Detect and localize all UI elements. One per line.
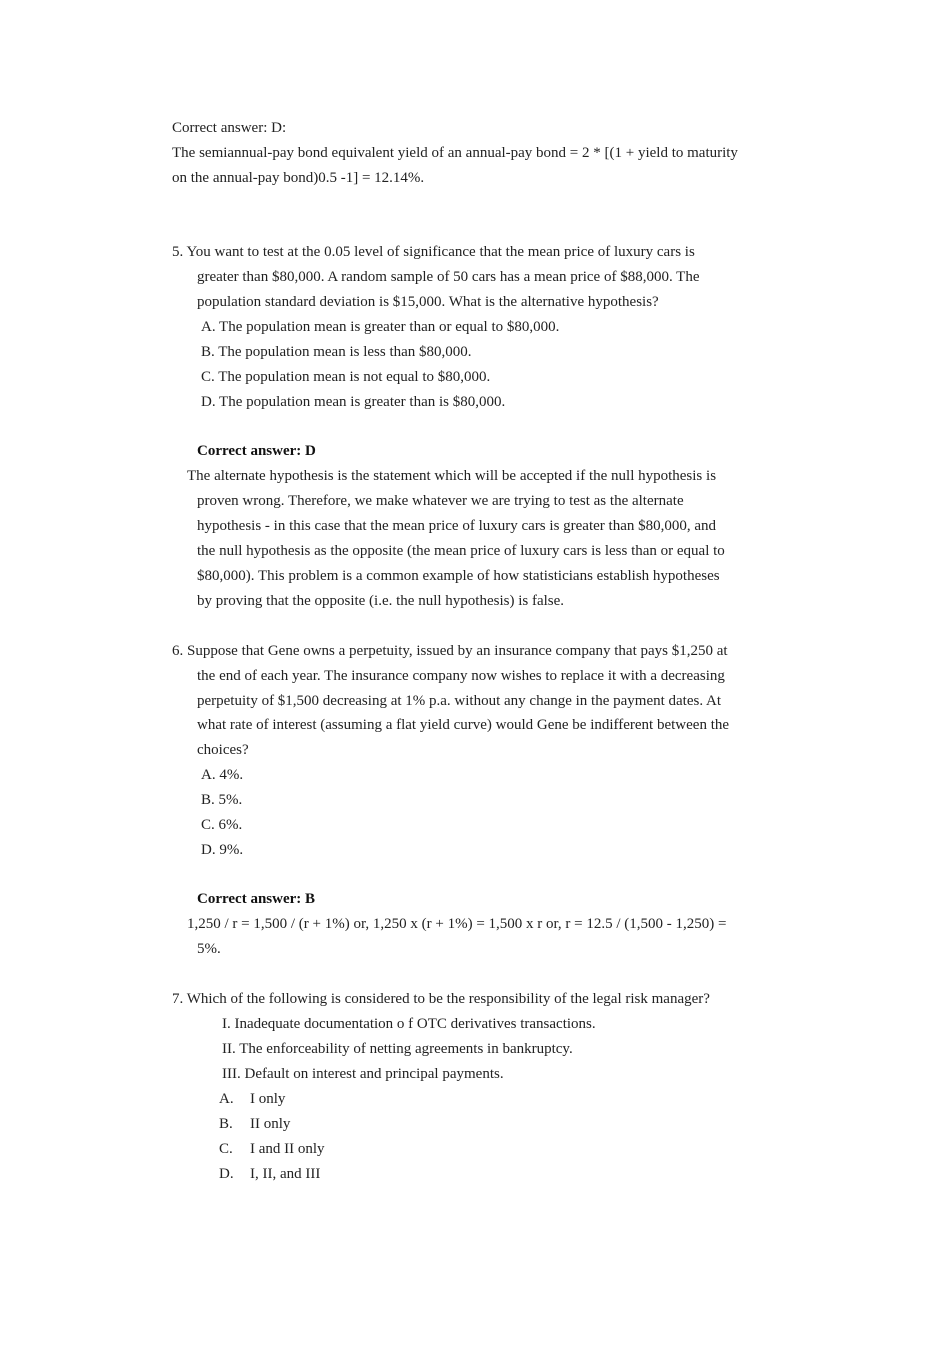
q7-option-c-text: I and II only — [250, 1141, 325, 1157]
q5-option-c: C. The population mean is not equal to $80,000. — [201, 369, 491, 385]
q5-option-d: D. The population mean is greater than is $80,000. — [201, 394, 506, 410]
q7-option-a-text: I only — [250, 1091, 286, 1107]
prev-correct-answer: Correct answer: D: — [172, 120, 287, 136]
q7-option-d-letter: D. — [219, 1166, 234, 1182]
q6-stem-line: choices? — [197, 742, 249, 758]
q6-option-c: C. 6%. — [201, 817, 243, 833]
q5-explanation-line: by proving that the opposite (i.e. the null hypothesis) is false. — [197, 593, 565, 609]
q5-option-b: B. The population mean is less than $80,000. — [201, 344, 472, 360]
q7-stem-line: 7. Which of the following is considered to be the responsibility of the legal risk manager? — [172, 991, 710, 1007]
q7-option-b-text: II only — [250, 1116, 291, 1132]
q7-option-d-text: I, II, and III — [250, 1166, 321, 1182]
q5-stem-line: 5. You want to test at the 0.05 level of significance that the mean price of luxury cars is — [172, 244, 695, 260]
q5-explanation-line: the null hypothesis as the opposite (the mean price of luxury cars is less than or equal to — [197, 543, 725, 559]
q6-correct-answer: Correct answer: B — [197, 891, 316, 907]
q6-stem-line: 6. Suppose that Gene owns a perpetuity, issued by an insurance company that pays $1,250 at — [172, 643, 728, 659]
q5-option-a: A. The population mean is greater than or equal to $80,000. — [201, 319, 560, 335]
prev-explanation-line: The semiannual-pay bond equivalent yield of an annual-pay bond = 2 * [(1 + yield to maturity — [172, 145, 738, 161]
q6-explanation-line: 5%. — [197, 941, 221, 957]
q6-stem-line: the end of each year. The insurance company now wishes to replace it with a decreasing — [197, 668, 725, 684]
q5-explanation-line: The alternate hypothesis is the statement which will be accepted if the null hypothesis is — [187, 468, 717, 484]
q6-option-b: B. 5%. — [201, 792, 243, 808]
q5-stem-line: population standard deviation is $15,000. What is the alternative hypothesis? — [197, 294, 659, 310]
q6-explanation-line: 1,250 / r = 1,500 / (r + 1%) or, 1,250 x (r + 1%) = 1,500 x r or, r = 12.5 / (1,500 - 1,250) = — [187, 916, 727, 932]
q6-option-a: A. 4%. — [201, 767, 244, 783]
q5-explanation-line: hypothesis - in this case that the mean price of luxury cars is greater than $80,000, and — [197, 518, 717, 534]
q7-option-a-letter: A. — [219, 1091, 234, 1107]
q6-option-d: D. 9%. — [201, 842, 244, 858]
q6-stem-line: what rate of interest (assuming a flat yield curve) would Gene be indifferent between the — [197, 717, 730, 733]
prev-explanation-line: on the annual-pay bond)0.5 -1] = 12.14%. — [172, 170, 425, 186]
q5-explanation-line: $80,000). This problem is a common example of how statisticians establish hypotheses — [197, 568, 720, 584]
q5-correct-answer: Correct answer: D — [197, 443, 316, 459]
q7-statement-ii: II. The enforceability of netting agreements in bankruptcy. — [222, 1041, 573, 1057]
q6-stem-line: perpetuity of $1,500 decreasing at 1% p.a. without any change in the payment dates. At — [197, 693, 722, 709]
q7-statement-i: I. Inadequate documentation o f OTC derivatives transactions. — [222, 1016, 596, 1032]
q7-option-c-letter: C. — [219, 1141, 233, 1157]
q7-statement-iii: III. Default on interest and principal payments. — [222, 1066, 504, 1082]
q7-option-b-letter: B. — [219, 1116, 233, 1132]
q5-stem-line: greater than $80,000. A random sample of 50 cars has a mean price of $88,000. The — [197, 269, 700, 285]
q5-explanation-line: proven wrong. Therefore, we make whatever we are trying to test as the alternate — [197, 493, 684, 509]
